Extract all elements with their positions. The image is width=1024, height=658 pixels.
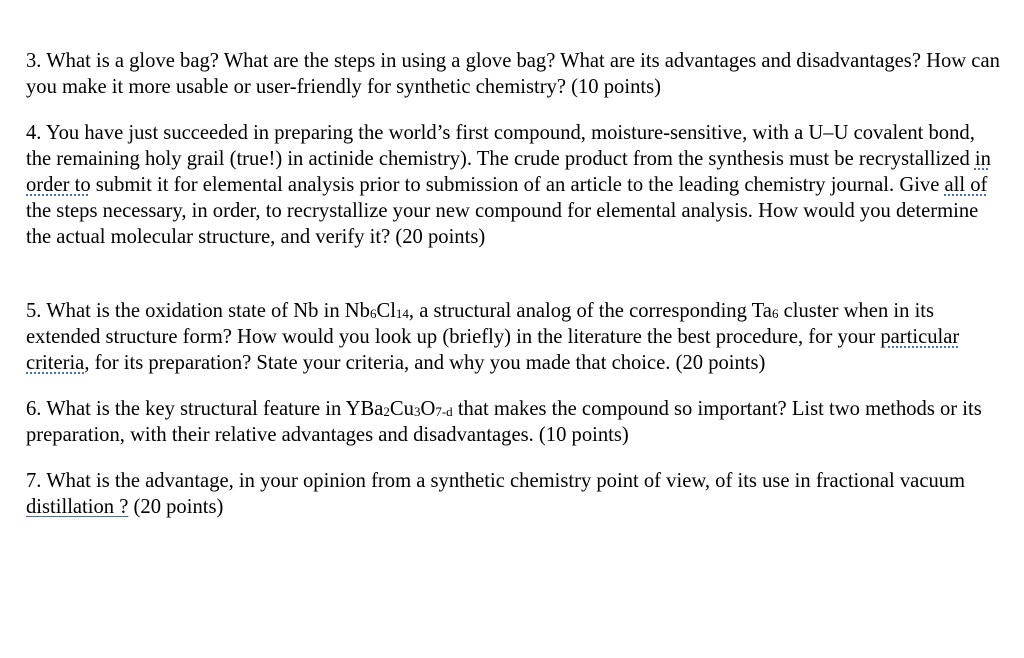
question-6-text-part-1: 6. What is the key structural feature in YBa — [26, 398, 384, 420]
spacer — [26, 250, 1001, 298]
question-4-text-part-2: submit it for elemental analysis prior to submission of an article to the leading chemistry journal. Give — [90, 174, 945, 196]
question-3-text: 3. What is a glove bag? What are the steps in using a glove bag? What are its advantages and disadvantages? How can you make it more usable or user-friendly for synthetic chemistry? (10 points) — [26, 50, 1000, 98]
question-5-text-part-2: Cl — [376, 300, 396, 322]
question-4-text-part-1: 4. You have just succeeded in preparing the world’s first compound, moisture-sensitive, with a U–U covalent bond, the remaining holy grail (true!) in actinide chemistry). The crude product from the synthesis must be recrystallized — [26, 122, 975, 170]
question-6-text-part-3: O — [420, 398, 436, 420]
question-7-text-part-1: 7. What is the advantage, in your opinion from a synthetic chemistry point of view, of its use in fractional vacuum — [26, 470, 966, 492]
subscript: 7-d — [435, 404, 453, 419]
question-3 — [26, 48, 1001, 100]
spacer — [26, 376, 1001, 396]
question-4 — [26, 120, 1001, 250]
grammar-suggestion-all-of[interactable]: all of — [944, 174, 988, 196]
question-5-text-part-1: 5. What is the oxidation state of Nb in Nb — [26, 300, 370, 322]
spacer — [26, 100, 1001, 120]
subscript: 2 — [383, 404, 390, 419]
question-6-text-part-4: that makes the compound so important? List two methods or its preparation, with their relative advantages and disadvantages. (10 points) — [26, 398, 982, 446]
question-5-text-part-4: cluster when in its extended structure form? How would you look up (briefly) in the literature the best procedure, for your — [26, 300, 935, 348]
subscript: 3 — [413, 404, 421, 419]
subscript: 14 — [395, 306, 409, 321]
question-5-text-part-3: , a structural analog of the corresponding Ta — [408, 300, 772, 322]
grammar-suggestion-distillation[interactable]: distillation ? — [26, 496, 129, 518]
grammar-suggestion-particular-criteria[interactable]: particular criteria — [26, 326, 960, 374]
question-7-text-part-2: (20 points) — [128, 496, 224, 518]
subscript: 6 — [771, 306, 779, 321]
question-7 — [26, 468, 1001, 520]
question-5 — [26, 298, 1001, 376]
document-body — [26, 48, 1001, 520]
spacer — [26, 448, 1001, 468]
grammar-suggestion-in-order-to[interactable]: in order to — [26, 148, 991, 196]
question-6-text-part-2: Cu — [389, 398, 414, 420]
question-4-text-part-3: the steps necessary, in order, to recrystallize your new compound for elemental analysis. How would you determine the actual molecular structure, and verify it? (20 points) — [26, 200, 979, 248]
question-6 — [26, 396, 1001, 448]
subscript: 6 — [369, 306, 377, 321]
question-5-text-part-5: , for its preparation? State your criteria, and why you made that choice. (20 points) — [84, 352, 766, 374]
